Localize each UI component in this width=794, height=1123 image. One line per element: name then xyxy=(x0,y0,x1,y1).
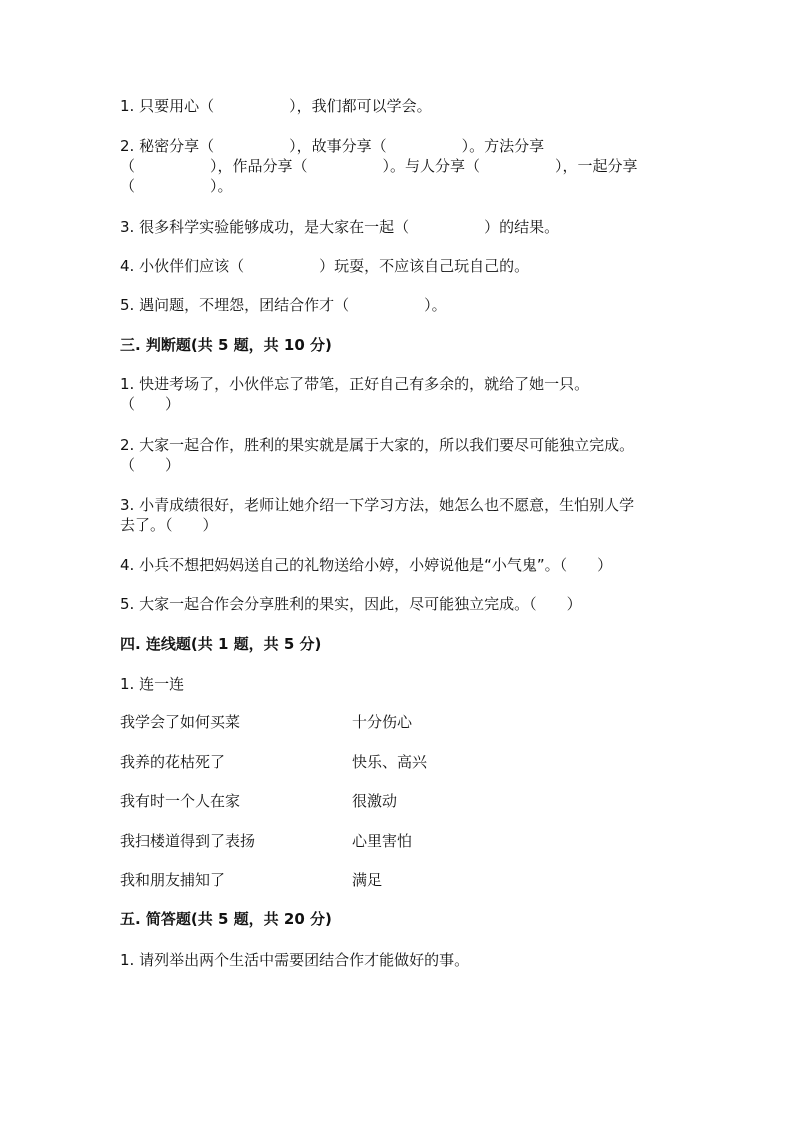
judge-question-5: 5. 大家一起合作会分享胜利的果实，因此，尽可能独立完成。（ ） xyxy=(120,595,582,613)
match-question-1: 1. 连一连 xyxy=(120,675,185,693)
judge-question-3-line-1: 3. 小青成绩很好，老师让她介绍一下学习方法，她怎么也不愿意，生怕别人学 xyxy=(120,496,635,514)
fill-blank-question-2-line-1: 2. 秘密分享（ ），故事分享（ ）。方法分享 xyxy=(120,137,545,155)
judge-question-2-line-1: 2. 大家一起合作，胜利的果实就是属于大家的，所以我们要尽可能独立完成。 xyxy=(120,436,635,454)
match-left-item: 我和朋友捕知了 xyxy=(120,871,226,889)
judge-question-3-line-2: 去了。（ ） xyxy=(120,516,218,534)
fill-blank-question-3: 3. 很多科学实验能够成功，是大家在一起（ ）的结果。 xyxy=(120,218,560,236)
match-left-item: 我有时一个人在家 xyxy=(120,792,241,810)
match-right-item: 很激动 xyxy=(352,792,398,810)
match-right-item: 十分伤心 xyxy=(352,713,413,731)
section-title-match: 四. 连线题(共 1 题，共 5 分) xyxy=(120,635,322,653)
short-answer-question-1: 1. 请列举出两个生活中需要团结合作才能做好的事。 xyxy=(120,951,470,969)
match-left-item: 我学会了如何买菜 xyxy=(120,713,241,731)
judge-question-1-line-1: 1. 快进考场了，小伙伴忘了带笔，正好自己有多余的，就给了她一只。 xyxy=(120,375,590,393)
judge-question-4: 4. 小兵不想把妈妈送自己的礼物送给小婷，小婷说他是“小气鬼”。（ ） xyxy=(120,556,613,574)
judge-question-1-line-2: （ ） xyxy=(120,395,181,413)
fill-blank-question-1: 1. 只要用心（ ），我们都可以学会。 xyxy=(120,97,432,115)
match-left-item: 我养的花枯死了 xyxy=(120,753,226,771)
match-right-item: 快乐、高兴 xyxy=(352,753,428,771)
match-right-item: 满足 xyxy=(352,871,383,889)
fill-blank-question-2-line-3: （ ）。 xyxy=(120,177,233,195)
section-title-judge: 三. 判断题(共 5 题，共 10 分) xyxy=(120,336,332,354)
match-right-item: 心里害怕 xyxy=(352,832,413,850)
fill-blank-question-4: 4. 小伙伴们应该（ ）玩耍，不应该自己玩自己的。 xyxy=(120,257,530,275)
match-left-item: 我扫楼道得到了表扬 xyxy=(120,832,256,850)
fill-blank-question-5: 5. 遇问题，不埋怨，团结合作才（ ）。 xyxy=(120,296,447,314)
section-title-short-answer: 五. 简答题(共 5 题，共 20 分) xyxy=(120,910,332,928)
judge-question-2-line-2: （ ） xyxy=(120,456,181,474)
fill-blank-question-2-line-2: （ ），作品分享（ ）。与人分享（ ），一起分享 xyxy=(120,157,638,175)
